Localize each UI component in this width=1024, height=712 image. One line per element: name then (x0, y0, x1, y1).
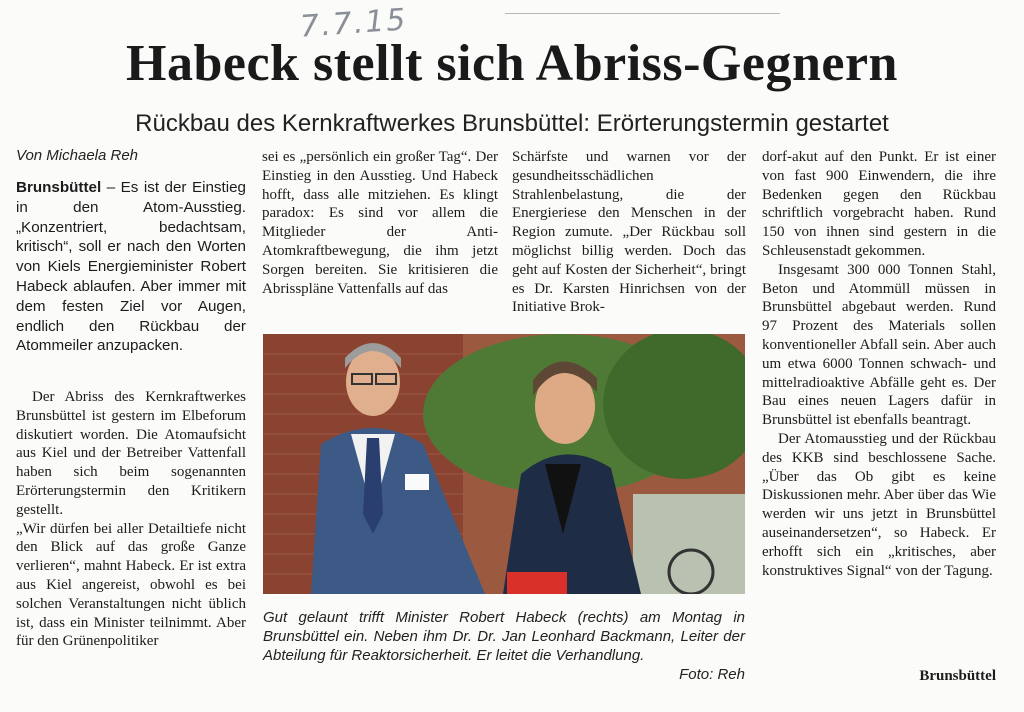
paragraph: dorf-akut auf den Punkt. Er ist einer von fast 900 Einwendern, die ihre Bedenken gegen den Rückbau schriftlich vorgebracht haben. Rund 150 von ihnen sind gestern in die Schleusenstadt gekommen. (762, 149, 996, 259)
column-3 (512, 148, 746, 317)
paragraph: Der Atomausstieg und der Rückbau des KKB sind beschlossene Sache. „Über das Ob gibt es keine Diskussionen mehr. Aber über das Wie werden wir uns jetzt in Brunsbüttel auseinandersetzen“, so Habeck. Er erhofft sich ein „kritisches, aber konstruktives Signal“ von der Tagung. (762, 430, 996, 579)
subheadline: Rückbau des Kernkraftwerkes Brunsbüttel: Erörterungstermin gestartet (135, 110, 889, 137)
lead-text: – Es ist der Einstieg in den Atom-Ausstieg. „Konzentriert, bedachtsam, kritisch“, soll er nach den Worten von Kiels Energieminister Robert Habeck ablaufen. Aber immer mit dem festen Ziel vor Augen, endlich den Rückbau der Atommeiler anzupacken. (16, 179, 246, 355)
column-4 (762, 148, 996, 580)
article-photo (263, 334, 745, 594)
paragraph: „Wir dürfen bei aller Detailtiefe nicht den Blick auf das große Ganze verlieren“, mahnt Habeck. Er ist extra aus Kiel angereist, obwohl es bei solchen Veranstaltungen nicht üblich ist, dass ein Minister teilnimmt. Aber für den Grünenpolitiker (16, 520, 246, 650)
column-1 (16, 388, 246, 651)
paragraph: Der Abriss des Kernkraftwerkes Brunsbüttel ist gestern im Elbeforum diskutiert worden. Die Atomaufsicht aus Kiel und der Betreiber Vattenfall haben sich beim sogenannten Erörterungstermin den Kritikern gestellt. (16, 389, 246, 518)
photo-caption (263, 608, 745, 684)
rule-line (505, 13, 780, 14)
lead-paragraph (16, 178, 246, 356)
photo-illustration (263, 334, 745, 594)
paragraph: Schärfste und warnen vor der gesundheitsschädlichen Strahlenbelastung, die der Energieriese den Menschen in der Region zumute. „Der Rückbau soll möglichst billig werden. Doch das geht auf Kosten der Sicherheit“, bringt es Dr. Karsten Hinrichsen von der Initiative Brok- (512, 149, 746, 316)
caption-text: Gut gelaunt trifft Minister Robert Habeck (rechts) am Montag in Brunsbüttel ein. Neben ihm Dr. Dr. Jan Leonhard Backmann, Leiter der Abteilung für Reaktorsicherheit. Er leitet die Verhandlung. (263, 609, 745, 664)
signoff: Brunsbüttel (919, 668, 996, 684)
paragraph: sei es „persönlich ein großer Tag“. Der Einstieg in den Ausstieg. Und Habeck hofft, dass alle mitziehen. Es klingt paradox: Es sind vor allem die Mitglieder der Anti-Atomkraftbewegung, die ihm jetzt Sorgen bereiten. Sie kritisieren die Abrisspläne Vattenfalls auf das (262, 149, 498, 297)
headline: Habeck stellt sich Abriss-Gegnern (126, 35, 898, 92)
dateline-place: Brunsbüttel (16, 179, 102, 196)
byline: Von Michaela Reh (16, 147, 139, 164)
paragraph: Insgesamt 300 000 Tonnen Stahl, Beton und Atommüll müssen in Brunsbüttel abgebaut werden. Rund 97 Prozent des Materials sollen konventioneller Abfall sein. Aber auch um etwa 6000 Tonnen schwach- und mittelradioaktive Abfälle geht es. Der Bau eines neuen Lagers dafür in Brunsbüttel ist ebenfalls beantragt. (762, 261, 996, 429)
column-2 (262, 148, 498, 298)
photo-credit: Foto: Reh (679, 666, 745, 683)
handwritten-date: 7.7.15 (298, 2, 409, 45)
